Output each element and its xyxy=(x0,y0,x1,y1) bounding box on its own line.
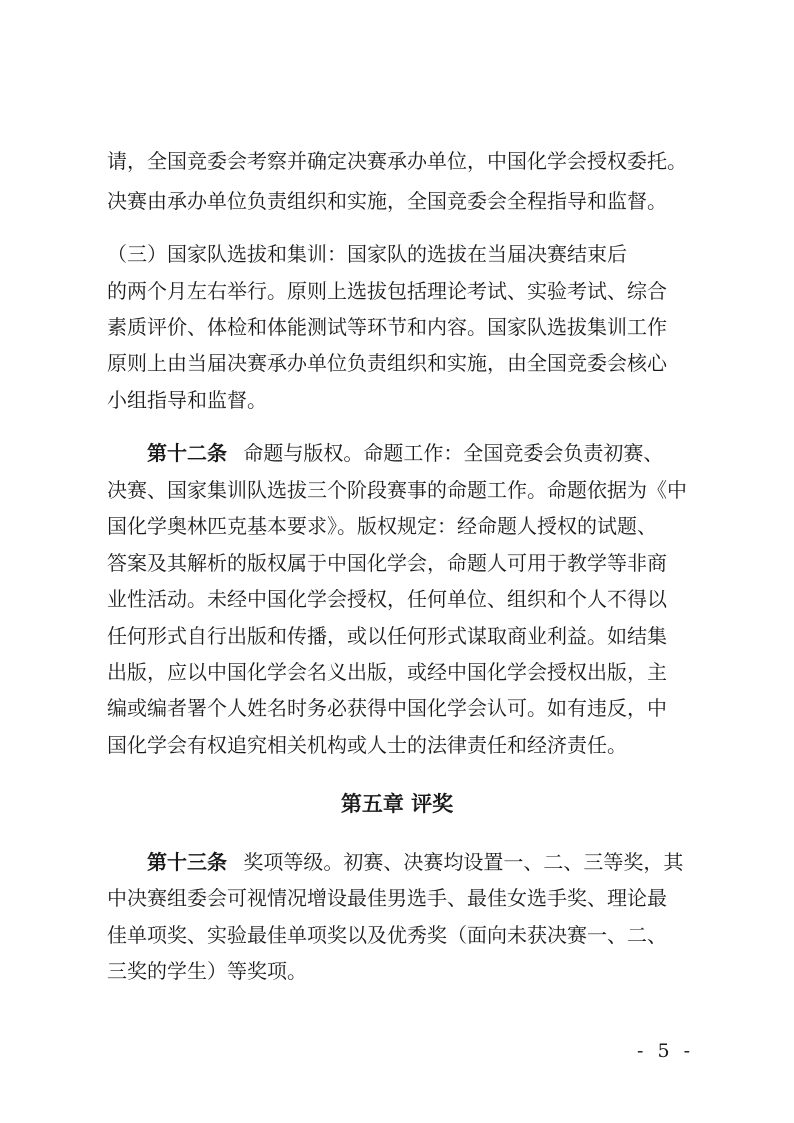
paragraph-line: 决赛、国家集训队选拔三个阶段赛事的命题工作。命题依据为《中 xyxy=(107,478,687,502)
paragraph-line: 编或编者署个人姓名时务必获得中国化学会认可。如有违反，中 xyxy=(107,696,667,720)
article-13-title: 第十三条 xyxy=(147,850,227,874)
paragraph-line: 国化学奥林匹克基本要求》。版权规定：经命题人授权的试题、 xyxy=(107,514,657,538)
paragraph-line: 佳单项奖、实验最佳单项奖以及优秀奖（面向未获决赛一、二、 xyxy=(107,923,667,947)
paragraph-line: 请，全国竞委会考察并确定决赛承办单位，中国化学会授权委托。 xyxy=(107,149,687,173)
paragraph-line: （三）国家队选拔和集训：国家队的选拔在当届决赛结束后 xyxy=(107,242,627,266)
paragraph-line: 任何形式自行出版和传播，或以任何形式谋取商业利益。如结集 xyxy=(107,624,667,648)
paragraph-line: 原则上由当届决赛承办单位负责组织和实施，由全国竞委会核心 xyxy=(107,351,667,375)
page-number: - 5 - xyxy=(636,1040,694,1062)
paragraph-line: 答案及其解析的版权属于中国化学会，命题人可用于教学等非商 xyxy=(107,551,667,575)
paragraph-line: 中决赛组委会可视情况增设最佳男选手、最佳女选手奖、理论最 xyxy=(107,886,667,910)
article-12-text: 命题与版权。命题工作：全国竞委会负责初赛、 xyxy=(243,441,664,465)
paragraph-line: 业性活动。未经中国化学会授权，任何单位、组织和个人不得以 xyxy=(107,587,667,611)
paragraph-line: 决赛由承办单位负责组织和实施，全国竞委会全程指导和监督。 xyxy=(107,189,667,213)
paragraph-line: 素质评价、体检和体能测试等环节和内容。国家队选拔集训工作 xyxy=(107,315,667,339)
article-13-first-line xyxy=(147,844,697,880)
paragraph-line: 的两个月左右举行。原则上选拔包括理论考试、实验考试、综合 xyxy=(107,279,667,303)
article-13-text: 奖项等级。初赛、决赛均设置一、二、三等奖，其 xyxy=(243,850,684,874)
article-12-title: 第十二条 xyxy=(147,441,227,465)
paragraph-line: 国化学会有权追究相关机构或人士的法律责任和经济责任。 xyxy=(107,733,627,757)
article-12-first-line xyxy=(147,435,697,471)
paragraph-line: 出版，应以中国化学会名义出版，或经中国化学会授权出版，主 xyxy=(107,660,667,684)
paragraph-line: 三奖的学生）等奖项。 xyxy=(107,959,307,983)
chapter-heading: 第五章 评奖 xyxy=(340,791,454,816)
paragraph-line: 小组指导和监督。 xyxy=(107,388,267,412)
